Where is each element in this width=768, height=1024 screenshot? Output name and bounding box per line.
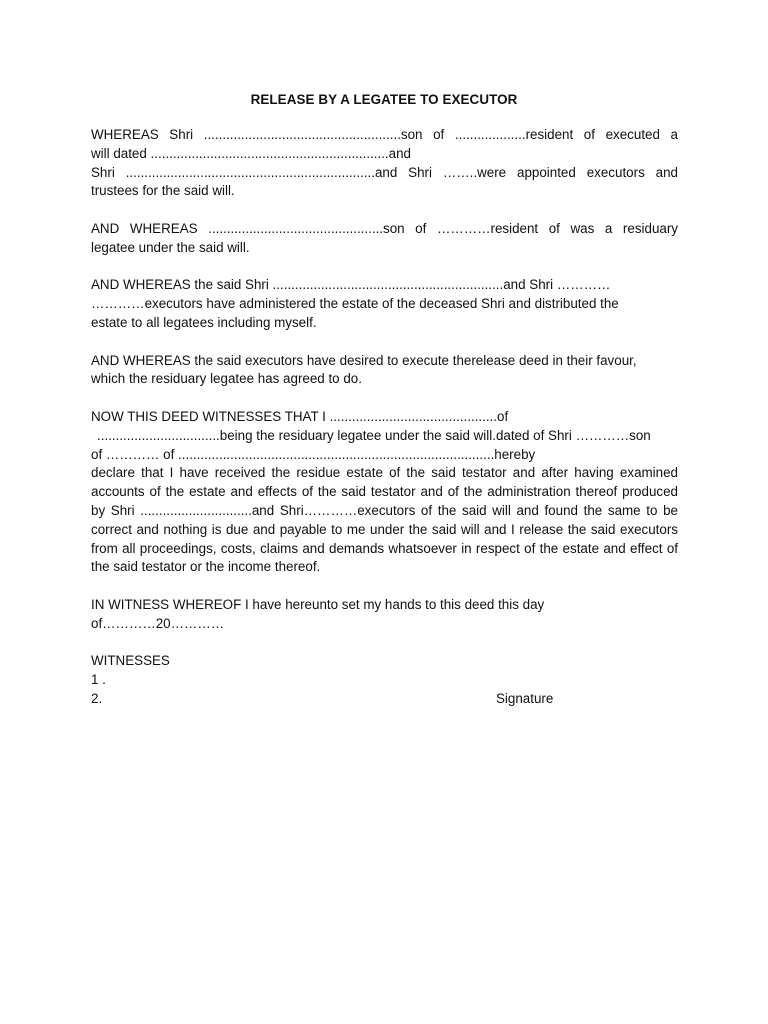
paragraph-line: Shri ...................................................................and Shri ……..were appointed executors and	[91, 164, 678, 180]
paragraph-whereas-legatee	[91, 220, 678, 258]
paragraph-declaration: declare that I have received the residue estate of the said testator and after having examined accounts of the estate and effects of the said testator and of the administration thereof produced by Shri ..............................and Shri…………executors of the said will and found the same to be correct and nothing is due and payable to me under the said will and I release the said executors from all proceedings, costs, claims and demands whatsoever in respect of the estate and effect of the said testator or the income thereof.	[91, 465, 678, 575]
witnesses-section	[91, 652, 678, 708]
witness-item-2: 2.	[91, 690, 103, 706]
paragraph-line: of…………20…………	[91, 615, 225, 631]
paragraph-line: AND WHEREAS the said executors have desired to execute therelease deed in their favour,	[91, 352, 637, 368]
paragraph-line: which the residuary legatee has agreed to do.	[91, 371, 362, 387]
witness-row-2	[91, 690, 678, 709]
witnesses-heading: WITNESSES	[91, 653, 170, 669]
paragraph-whereas-executors	[91, 126, 678, 201]
paragraph-line: AND WHEREAS the said Shri ..............................................................and Shri …………	[91, 277, 611, 293]
paragraph-whereas-administered	[91, 276, 678, 332]
paragraph-line: legatee under the said will.	[91, 239, 250, 255]
paragraph-line: WHEREAS Shri .....................................................son of ...................resident of executed a	[91, 127, 678, 142]
paragraph-line: of ………… of .....................................................................................hereby	[91, 446, 536, 462]
paragraph-line: trustees for the said will.	[91, 183, 235, 199]
paragraph-line: AND WHEREAS ...............................................son of …………resident of was a residuary	[91, 220, 678, 236]
signature-label: Signature	[496, 690, 554, 706]
document-title: RELEASE BY A LEGATEE TO EXECUTOR	[250, 92, 518, 107]
document-body	[91, 126, 678, 709]
paragraph-line: IN WITNESS WHEREOF I have hereunto set my hands to this deed this day	[91, 596, 545, 612]
paragraph-in-witness-whereof	[91, 596, 678, 634]
paragraph-line: .................................being the residuary legatee under the said will.dated of Shri …………son	[97, 427, 651, 443]
witness-item-1: 1 .	[91, 672, 106, 688]
paragraph-line: estate to all legatees including myself.	[91, 314, 317, 330]
paragraph-line: …………executors have administered the estate of the deceased Shri and distributed the	[91, 296, 619, 312]
paragraph-deed-witnesses	[91, 408, 678, 577]
paragraph-line: NOW THIS DEED WITNESSES THAT I .............................................of	[91, 408, 509, 424]
paragraph-line: will dated ................................................................and	[91, 145, 411, 161]
paragraph-whereas-release-deed	[91, 352, 678, 390]
